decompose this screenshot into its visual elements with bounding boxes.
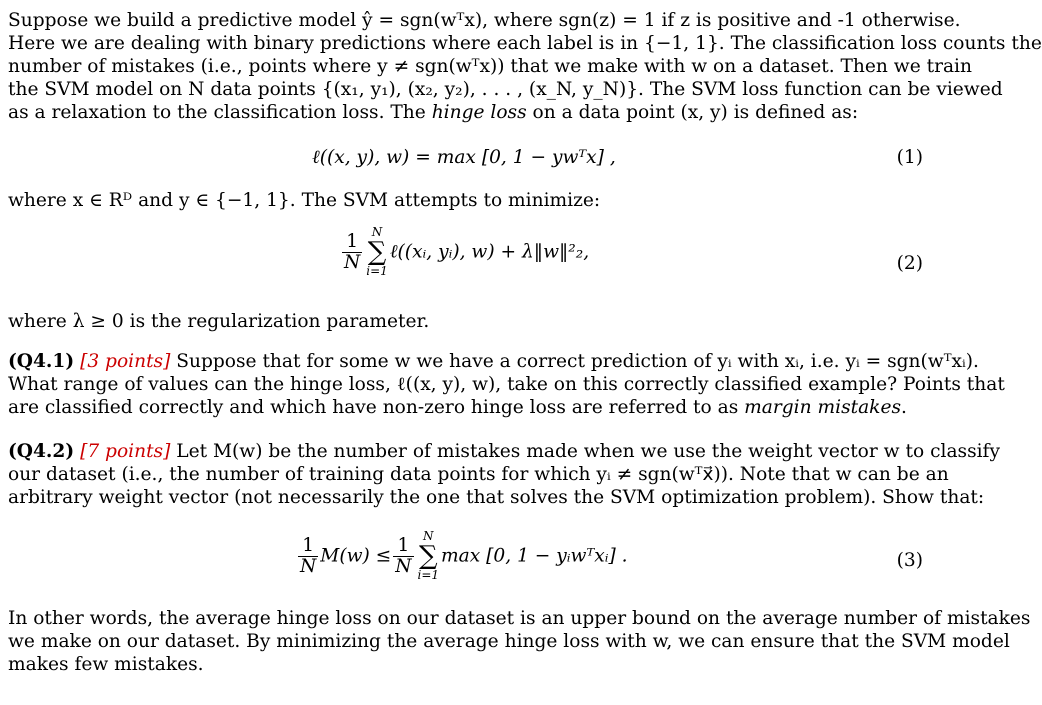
q41-line-3: are classified correctly and which have non-zero hinge loss are referred to as margin mistakes. — [8, 397, 907, 418]
q42-line-2: our dataset (i.e., the number of training data points for which yᵢ ≠ sgn(wᵀx⃗)). Note that w can be an — [8, 464, 949, 485]
closing-line-2: we make on our dataset. By minimizing the average hinge loss with w, we can ensure that the SVM model — [8, 631, 1010, 652]
equation-2 — [340, 226, 589, 278]
equation-2-number: (2) — [896, 253, 923, 274]
eq3-fraction-left: $\frac{1}{N}$ — [300, 534, 317, 577]
equation-1-number: (1) — [896, 147, 923, 168]
intro-line-5: as a relaxation to the classification loss. The hinge loss on a data point (x, y) is defined as: — [8, 102, 859, 123]
after-eq1-text: where x ∈ Rᴰ and y ∈ {−1, 1}. The SVM attempts to minimize: — [8, 190, 601, 211]
margin-mistakes-term: margin mistakes — [744, 397, 901, 418]
q41-line-1: (Q4.1) [3 points] Suppose that for some w we have a correct prediction of yᵢ with xᵢ, i.e. yᵢ = sgn(wᵀxᵢ). — [8, 351, 979, 372]
intro-line-1: Suppose we build a predictive model ŷ = sgn(wᵀx), where sgn(z) = 1 if z is positive and -1 otherwise. — [8, 10, 961, 31]
q41-points: [3 points] — [80, 351, 171, 372]
eq2-fraction: $\frac{1}{N}$ — [344, 230, 361, 273]
equation-1: ℓ((x, y), w) = max [0, 1 − ywᵀx] , — [312, 147, 616, 168]
q42-points: [7 points] — [80, 441, 171, 462]
eq2-body: ℓ((xᵢ, yᵢ), w) + λ‖w‖²₂, — [389, 241, 590, 263]
closing-line-3: makes few mistakes. — [8, 654, 204, 675]
eq3-lhs: M(w) ≤ — [320, 545, 392, 567]
eq3-body: max [0, 1 − yᵢwᵀxᵢ] . — [441, 545, 628, 567]
after-eq2-text: where λ ≥ 0 is the regularization parameter. — [8, 311, 430, 332]
closing-line-1: In other words, the average hinge loss on our dataset is an upper bound on the average number of mistakes — [8, 608, 1031, 629]
eq3-summation: N ∑ i=1 — [417, 529, 440, 582]
intro-line-3: number of mistakes (i.e., points where y ≠ sgn(wᵀx)) that we make with w on a dataset. Then we train — [8, 56, 972, 77]
q41-label: (Q4.1) — [8, 351, 75, 372]
q41-line-2: What range of values can the hinge loss, ℓ((x, y), w), take on this correctly classified example? Points that — [8, 374, 1005, 395]
equation-3 — [296, 530, 628, 582]
eq3-fraction-right: $\frac{1}{N}$ — [395, 534, 412, 577]
intro-line-2: Here we are dealing with binary predictions where each label is in {−1, 1}. The classification loss counts the — [8, 33, 1042, 54]
eq2-summation: N ∑ i=1 — [366, 225, 388, 278]
intro-line-4: the SVM model on N data points {(x₁, y₁), (x₂, y₂), . . . , (x_N, y_N)}. The SVM loss function can be viewed — [8, 79, 1003, 100]
q42-line-1: (Q4.2) [7 points] Let M(w) be the number of mistakes made when we use the weight vector w to classify — [8, 441, 1000, 462]
hinge-loss-term: hinge loss — [431, 102, 527, 123]
q42-label: (Q4.2) — [8, 441, 75, 462]
q42-line-3: arbitrary weight vector (not necessarily the one that solves the SVM optimization problem). Show that: — [8, 487, 985, 508]
equation-3-number: (3) — [896, 550, 923, 571]
